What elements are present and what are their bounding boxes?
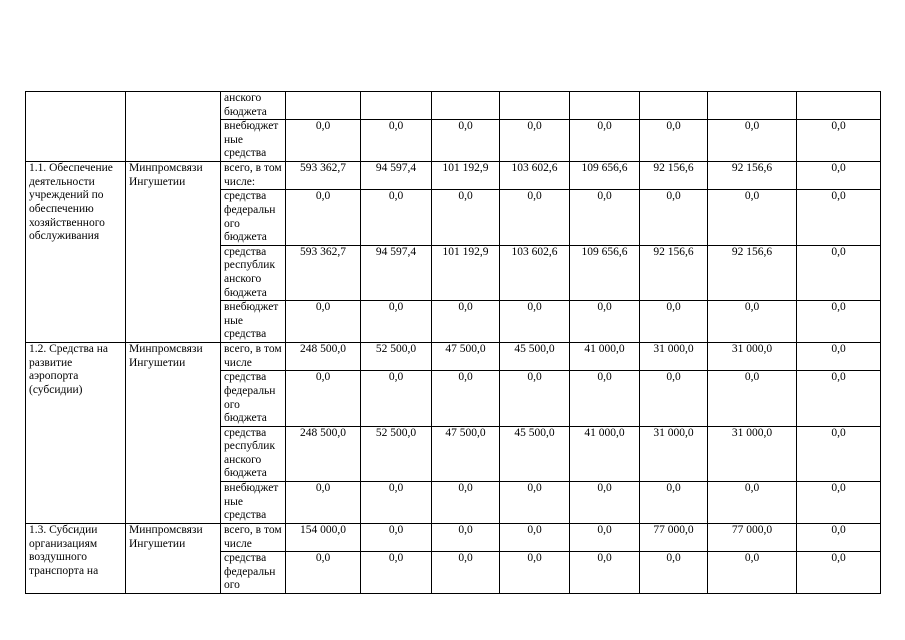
value-cell: 0,0: [640, 301, 708, 343]
value-cell: 0,0: [570, 190, 640, 245]
value-cell: 0,0: [500, 371, 570, 426]
value-cell: [708, 92, 797, 120]
value-cell: 41 000,0: [570, 343, 640, 371]
value-cell: 0,0: [708, 301, 797, 343]
value-cell: 0,0: [286, 301, 361, 343]
value-cell: 0,0: [500, 301, 570, 343]
value-cell: 52 500,0: [361, 343, 432, 371]
value-cell: 0,0: [570, 524, 640, 552]
value-cell: 0,0: [708, 552, 797, 594]
measure-name-cell: 1.3. Субсидии организациям воздушного транспорта на: [26, 524, 126, 594]
funding-source-cell: анского бюджета: [221, 92, 286, 120]
value-cell: 0,0: [570, 120, 640, 162]
value-cell: 94 597,4: [361, 245, 432, 300]
value-cell: 154 000,0: [286, 524, 361, 552]
value-cell: 31 000,0: [708, 343, 797, 371]
value-cell: 0,0: [361, 524, 432, 552]
measure-name-cell: [26, 92, 126, 162]
value-cell: 77 000,0: [640, 524, 708, 552]
funding-source-cell: всего, в том числе: [221, 343, 286, 371]
document-page: [25, 91, 881, 594]
funding-source-cell: внебюджет ные средства: [221, 482, 286, 524]
value-cell: [570, 92, 640, 120]
executor-cell: Минпромсвязи Ингушетии: [126, 162, 221, 343]
value-cell: 47 500,0: [432, 426, 500, 481]
value-cell: 0,0: [640, 482, 708, 524]
value-cell: 0,0: [500, 524, 570, 552]
value-cell: 94 597,4: [361, 162, 432, 190]
value-cell: 0,0: [797, 343, 881, 371]
value-cell: 248 500,0: [286, 426, 361, 481]
measure-name-cell: 1.2. Средства на развитие аэропорта (субсидии): [26, 343, 126, 524]
value-cell: 0,0: [432, 371, 500, 426]
value-cell: [361, 92, 432, 120]
funding-source-cell: всего, в том числе:: [221, 162, 286, 190]
value-cell: 0,0: [500, 190, 570, 245]
executor-cell: Минпромсвязи Ингушетии: [126, 343, 221, 524]
value-cell: 0,0: [570, 552, 640, 594]
funding-source-cell: внебюджет ные средства: [221, 301, 286, 343]
value-cell: 45 500,0: [500, 426, 570, 481]
value-cell: 109 656,6: [570, 245, 640, 300]
value-cell: 31 000,0: [708, 426, 797, 481]
value-cell: 92 156,6: [708, 245, 797, 300]
value-cell: 0,0: [500, 120, 570, 162]
value-cell: 0,0: [361, 371, 432, 426]
value-cell: [286, 92, 361, 120]
value-cell: 0,0: [286, 371, 361, 426]
value-cell: 0,0: [432, 552, 500, 594]
value-cell: 0,0: [361, 120, 432, 162]
funding-source-cell: средства федеральн ого: [221, 552, 286, 594]
value-cell: 0,0: [640, 552, 708, 594]
value-cell: 248 500,0: [286, 343, 361, 371]
value-cell: 47 500,0: [432, 343, 500, 371]
value-cell: 0,0: [361, 301, 432, 343]
value-cell: 0,0: [361, 552, 432, 594]
table-body: [26, 92, 881, 594]
funding-source-cell: средства федеральн ого бюджета: [221, 371, 286, 426]
value-cell: [432, 92, 500, 120]
executor-cell: [126, 92, 221, 162]
value-cell: 0,0: [286, 190, 361, 245]
value-cell: 0,0: [500, 482, 570, 524]
value-cell: 0,0: [640, 371, 708, 426]
value-cell: 0,0: [432, 301, 500, 343]
value-cell: 92 156,6: [640, 245, 708, 300]
value-cell: 0,0: [797, 552, 881, 594]
value-cell: 0,0: [640, 190, 708, 245]
value-cell: 0,0: [286, 120, 361, 162]
value-cell: 0,0: [432, 190, 500, 245]
value-cell: 0,0: [797, 245, 881, 300]
value-cell: 0,0: [797, 482, 881, 524]
value-cell: 0,0: [361, 482, 432, 524]
value-cell: 0,0: [432, 482, 500, 524]
value-cell: 31 000,0: [640, 343, 708, 371]
value-cell: 0,0: [570, 371, 640, 426]
table-row: [26, 343, 881, 371]
value-cell: 0,0: [570, 301, 640, 343]
value-cell: [640, 92, 708, 120]
value-cell: 0,0: [797, 371, 881, 426]
value-cell: 103 602,6: [500, 162, 570, 190]
value-cell: 0,0: [570, 482, 640, 524]
value-cell: 52 500,0: [361, 426, 432, 481]
executor-cell: Минпромсвязи Ингушетии: [126, 524, 221, 594]
value-cell: 0,0: [708, 190, 797, 245]
value-cell: 0,0: [708, 371, 797, 426]
value-cell: [500, 92, 570, 120]
value-cell: 0,0: [708, 120, 797, 162]
table-row: [26, 92, 881, 120]
value-cell: 0,0: [286, 482, 361, 524]
value-cell: 0,0: [797, 190, 881, 245]
value-cell: 31 000,0: [640, 426, 708, 481]
value-cell: 0,0: [500, 552, 570, 594]
value-cell: 92 156,6: [640, 162, 708, 190]
value-cell: 77 000,0: [708, 524, 797, 552]
value-cell: [797, 92, 881, 120]
value-cell: 0,0: [797, 301, 881, 343]
value-cell: 41 000,0: [570, 426, 640, 481]
budget-table: [25, 91, 881, 594]
value-cell: 593 362,7: [286, 162, 361, 190]
value-cell: 0,0: [432, 120, 500, 162]
table-row: [26, 162, 881, 190]
value-cell: 109 656,6: [570, 162, 640, 190]
value-cell: 92 156,6: [708, 162, 797, 190]
funding-source-cell: всего, в том числе: [221, 524, 286, 552]
value-cell: 101 192,9: [432, 245, 500, 300]
value-cell: 0,0: [797, 524, 881, 552]
value-cell: 0,0: [797, 162, 881, 190]
value-cell: 0,0: [432, 524, 500, 552]
value-cell: 0,0: [286, 552, 361, 594]
value-cell: 0,0: [797, 426, 881, 481]
value-cell: 45 500,0: [500, 343, 570, 371]
funding-source-cell: внебюджет ные средства: [221, 120, 286, 162]
measure-name-cell: 1.1. Обеспечение деятельности учреждений по обеспечению хозяйственного обслуживания: [26, 162, 126, 343]
value-cell: 0,0: [361, 190, 432, 245]
value-cell: 103 602,6: [500, 245, 570, 300]
value-cell: 0,0: [640, 120, 708, 162]
table-row: [26, 524, 881, 552]
value-cell: 101 192,9: [432, 162, 500, 190]
funding-source-cell: средства республик анского бюджета: [221, 245, 286, 300]
value-cell: 0,0: [708, 482, 797, 524]
funding-source-cell: средства федеральн ого бюджета: [221, 190, 286, 245]
value-cell: 593 362,7: [286, 245, 361, 300]
funding-source-cell: средства республик анского бюджета: [221, 426, 286, 481]
value-cell: 0,0: [797, 120, 881, 162]
